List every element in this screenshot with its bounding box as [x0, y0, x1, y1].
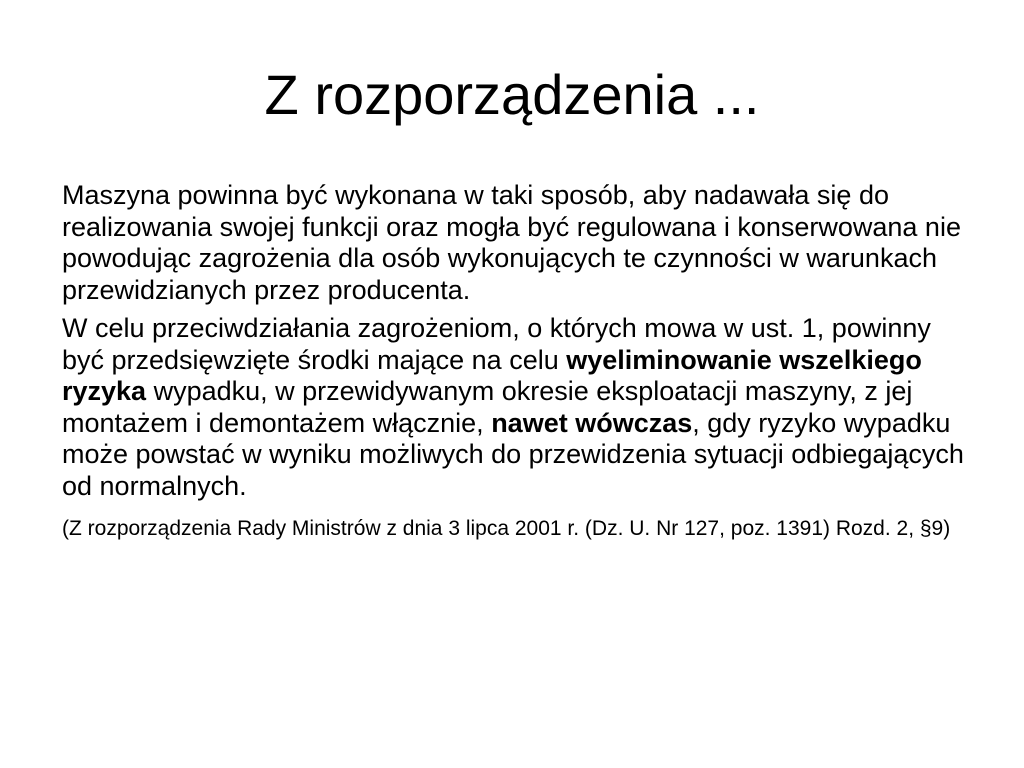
slide-body — [62, 180, 972, 542]
paragraph-2 — [62, 313, 972, 502]
paragraph-2-part-2: wypadku, w przewidywanym okresie eksploatacji maszyny, z jej montażem i demontażem włącznie, — [62, 376, 913, 438]
paragraph-1: Maszyna powinna być wykonana w taki sposób, aby nadawała się do realizowania swojej funkcji oraz mogła być regulowana i konserwowana nie powodując zagrożenia dla osób wykonujących te czynności w warunkach przewidzianych przez producenta. — [62, 180, 961, 305]
emphasis-eliminate-risk: wyeliminowanie wszelkiego ryzyka — [62, 344, 922, 406]
slide-title: Z rozporządzenia ... — [264, 63, 760, 126]
paragraph-2-part-1: W celu przeciwdziałania zagrożeniom, o których mowa w ust. 1, powinny być przedsięwzięte środki mające na celu — [62, 313, 931, 375]
emphasis-even-then: nawet wówczas — [491, 407, 693, 438]
citation: (Z rozporządzenia Rady Ministrów z dnia 3 lipca 2001 r. (Dz. U. Nr 127, poz. 1391) Rozd. 2, §9) — [62, 517, 951, 540]
paragraph-2-part-3: , gdy ryzyko wypadku może powstać w wyniku możliwych do przewidzenia sytuacji odbiegających od normalnych. — [62, 407, 964, 501]
